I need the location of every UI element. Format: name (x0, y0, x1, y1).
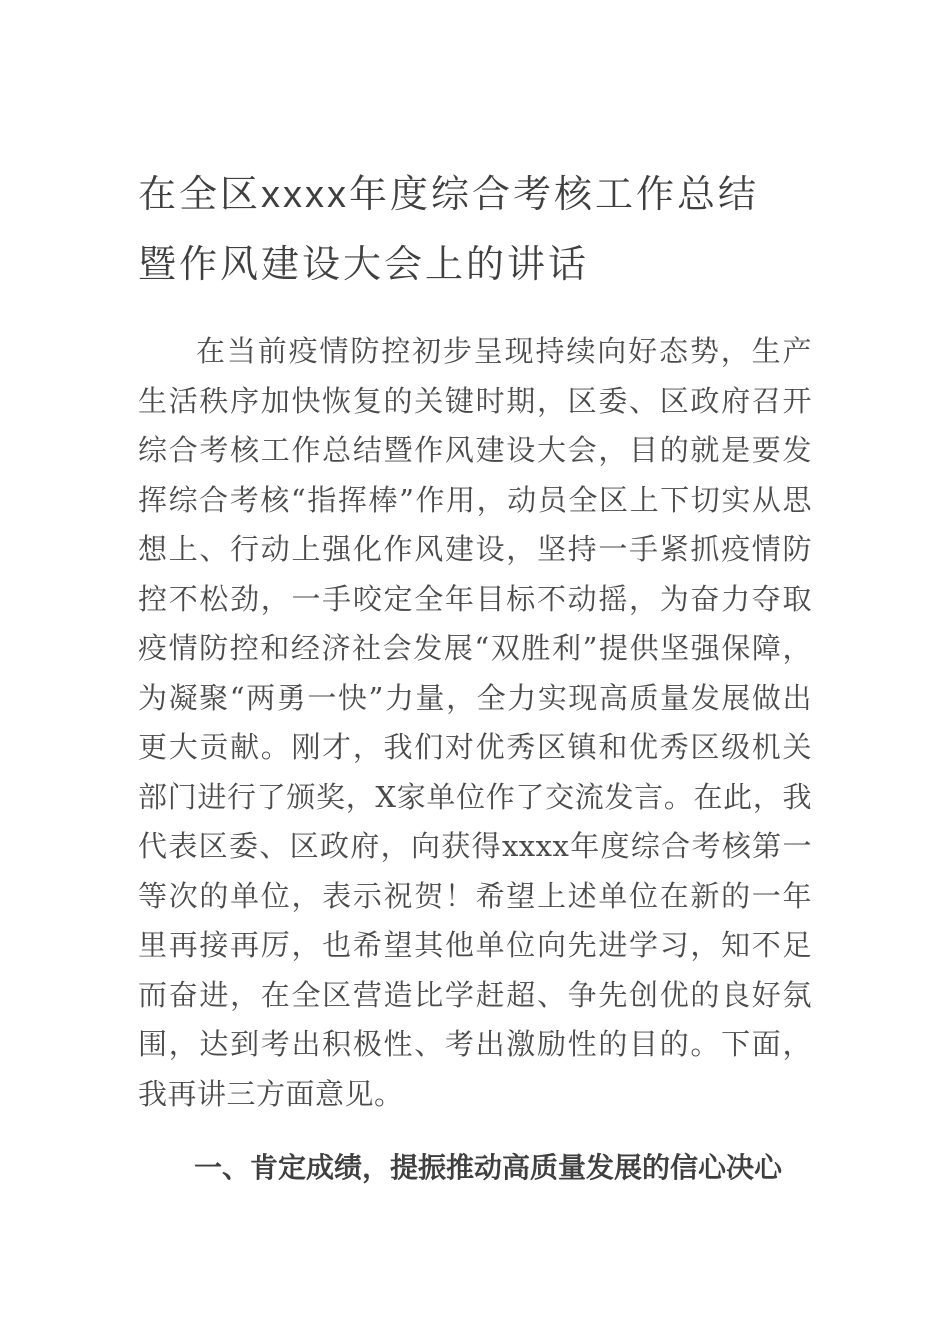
document-title-line-1: 在全区xxxx年度综合考核工作总结 (138, 174, 760, 216)
section-heading: 一、肯定成绩，提振推动高质量发展的信心决心 (194, 1152, 783, 1183)
document-title (138, 160, 812, 300)
body-paragraph: 在当前疫情防控初步呈现持续向好态势，生产生活秩序加快恢复的关键时期，区委、区政府召开综合考核工作总结暨作风建设大会，目的就是要发挥综合考核“指挥棒”作用，动员全区上下切实从思想上、行动上强化作风建设，坚持一手紧抓疫情防控不松劲，一手咬定全年目标不动摇，为奋力夺取疫情防控和经济社会发展“双胜利”提供坚强保障，为凝聚“两勇一快”力量，全力实现高质量发展做出更大贡献。刚才，我们对优秀区镇和优秀区级机关部门进行了颁奖，X家单位作了交流发言。在此，我代表区委、区政府，向获得xxxx年度综合考核第一等次的单位，表示祝贺！希望上述单位在新的一年里再接再厉，也希望其他单位向先进学习，知不足而奋进，在全区营造比学赶超、争先创优的良好氛围，达到考出积极性、考出激励性的目的。下面，我再讲三方面意见。 (138, 334, 812, 1111)
document-title-line-2: 暨作风建设大会上的讲话 (138, 244, 590, 286)
